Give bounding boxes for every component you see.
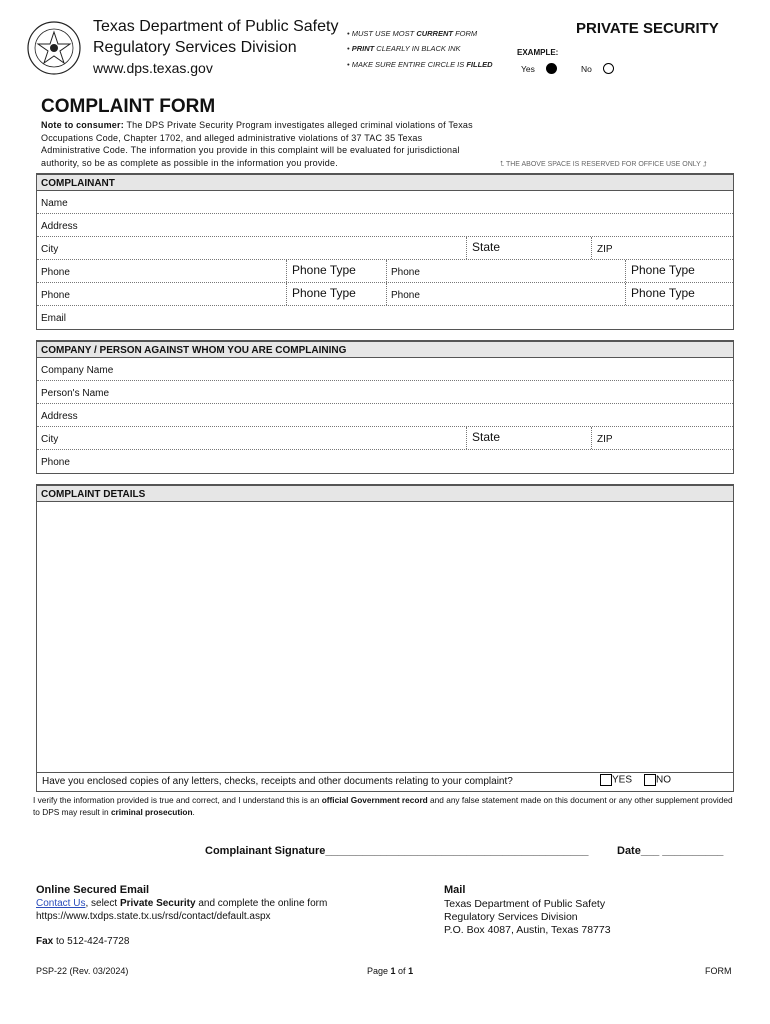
mail-heading: Mail [444,884,466,896]
yes-checkbox[interactable] [600,774,612,786]
division-name: Regulatory Services Division [93,39,297,56]
no-option[interactable] [644,774,671,786]
fax-info: Fax to 512-424-7728 [36,936,130,947]
field-label: Name [41,198,68,209]
divider [591,427,592,449]
field-label: Address [41,221,78,232]
consumer-note: Note to consumer: The DPS Private Security Program investigates alleged criminal violations of Texas Occupations Code, Chapter 1702, and alleged administrative violations of 37 TAC 35 Texas Administrative Code. The information you provide in this complaint will be evaluated for jurisdictional authority, so be as complete as possible in the information you provide. [41,120,473,168]
dps-seal-logo [26,20,82,76]
complainant-heading: COMPLAINANT [37,174,733,191]
field-label: Phone [391,290,420,301]
date-line[interactable]: Date___ __________ [617,845,724,857]
agency-name: Texas Department of Public Safety [93,18,339,35]
field-label: City [41,434,59,445]
company-phone-field[interactable] [37,450,733,473]
complainant-section [36,173,734,330]
complainant-name-field[interactable] [37,191,733,214]
divider [625,283,626,305]
complainant-phone-row-1[interactable] [37,260,733,283]
example-yes-label: Yes [521,64,535,74]
phone-type-label: Phone Type [292,263,356,277]
company-address-field[interactable] [37,404,733,427]
complainant-city-row[interactable] [37,237,733,260]
field-label: Phone [41,457,70,468]
yes-option[interactable] [600,774,632,786]
field-label: Phone [391,267,420,278]
zip-label: ZIP [597,434,613,445]
verification-statement: I verify the information provided is true and correct, and I understand this is an official Government record and any false statement made on this document or any other supplement provided to DPS may result in criminal prosecution. [33,795,733,817]
office-use-notice: ⮤ THE ABOVE SPACE IS RESERVED FOR OFFICE USE ONLY ⮥ [500,161,707,168]
agency-website: www.dps.texas.gov [93,60,213,76]
signature-line[interactable]: Complainant Signature___________________________________________ [205,845,589,857]
online-instructions: Contact Us, select Private Security and complete the online form [36,898,328,909]
online-url: https://www.txdps.state.tx.us/rsd/contact/default.aspx [36,911,271,922]
field-label: Phone [41,290,70,301]
contact-us-link[interactable]: Contact Us [36,898,86,909]
yes-label: YES [612,774,633,786]
mail-line-2: Regulatory Services Division [444,911,578,923]
phone-type-label: Phone Type [631,286,695,300]
divider [466,237,467,259]
divider [591,237,592,259]
instruction-1: • MUST USE MOST CURRENT FORM [347,29,478,38]
divider [466,427,467,449]
complainant-email-field[interactable] [37,306,733,329]
form-title: COMPLAINT FORM [41,96,216,117]
state-label: State [472,240,501,254]
phone-type-label: Phone Type [292,286,356,300]
field-label: City [41,244,59,255]
complainant-phone-row-2[interactable] [37,283,733,306]
page-number: Page 1 of 1 [367,966,414,976]
person-name-field[interactable] [37,381,733,404]
divider [625,260,626,282]
divider [286,283,287,305]
instruction-2: • PRINT CLEARLY IN BLACK INK [347,44,461,53]
enclosed-question-row [37,773,733,791]
program-title: PRIVATE SECURITY [576,20,719,37]
example-no-label: No [581,64,592,74]
example-label: EXAMPLE: [517,48,559,57]
no-checkbox[interactable] [644,774,656,786]
footer-form-label: FORM [705,966,732,976]
details-heading: COMPLAINT DETAILS [37,485,733,502]
form-id: PSP-22 (Rev. 03/2024) [36,966,129,976]
complainant-address-field[interactable] [37,214,733,237]
mail-line-1: Texas Department of Public Safety [444,898,606,910]
divider [386,283,387,305]
zip-label: ZIP [597,244,613,255]
field-label: Email [41,313,67,324]
field-label: Address [41,411,78,422]
details-textarea[interactable] [37,502,733,773]
field-label: Company Name [41,365,114,376]
instruction-3: • MAKE SURE ENTIRE CIRCLE IS FILLED [347,60,493,69]
details-section [36,484,734,792]
example-filled-circle-icon [546,63,557,74]
divider [286,260,287,282]
phone-type-label: Phone Type [631,263,695,277]
company-name-field[interactable] [37,358,733,381]
example-empty-circle-icon [603,63,614,74]
mail-line-3: P.O. Box 4087, Austin, Texas 78773 [444,924,611,936]
divider [386,260,387,282]
enclosed-question: Have you enclosed copies of any letters, checks, receipts and other documents relating to your complaint? [42,776,513,787]
field-label: Person's Name [41,388,110,399]
company-city-row[interactable] [37,427,733,450]
online-heading: Online Secured Email [36,884,150,896]
state-label: State [472,430,501,444]
no-label: NO [656,774,671,786]
company-section [36,340,734,474]
company-heading: COMPANY / PERSON AGAINST WHOM YOU ARE COMPLAINING [37,341,733,358]
field-label: Phone [41,267,70,278]
